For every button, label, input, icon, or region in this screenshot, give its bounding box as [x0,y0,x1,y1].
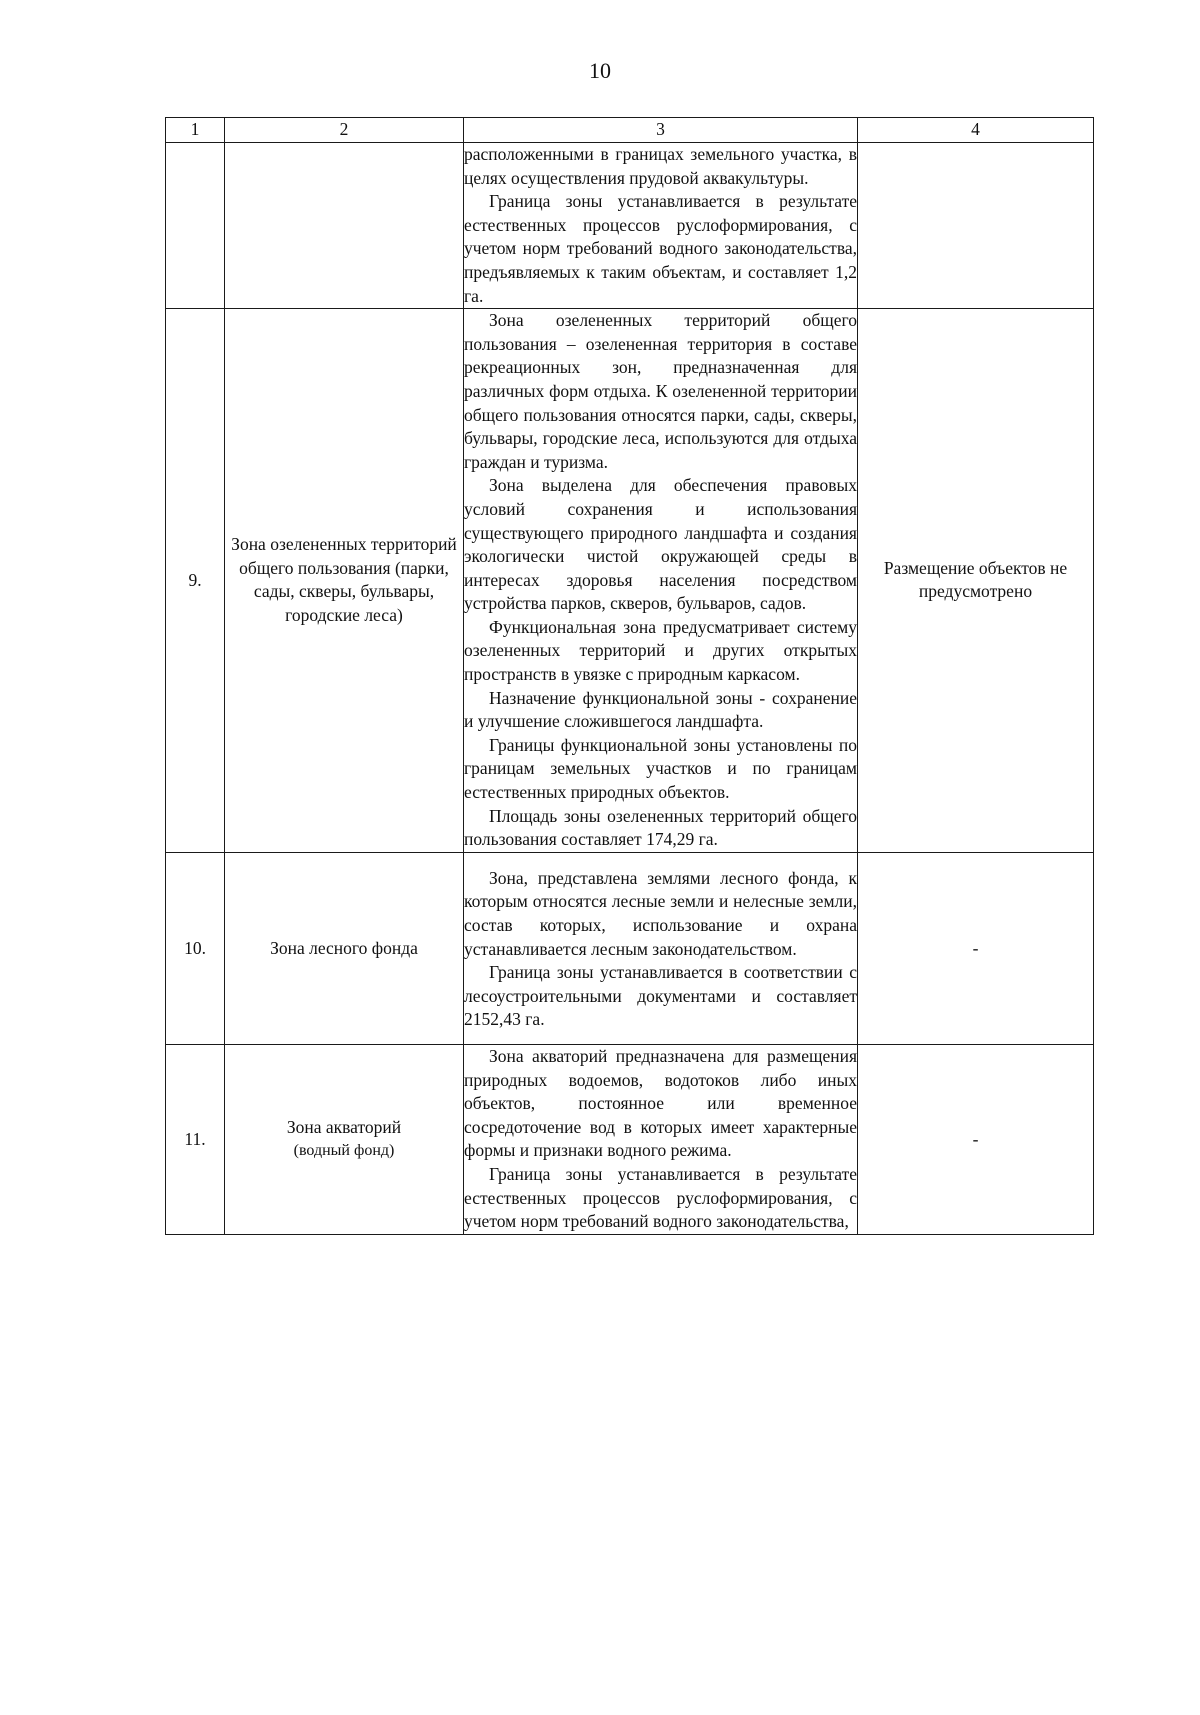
zones-table [165,117,1094,1235]
description-paragraph: Зона, представлена землями лесного фонда, к которым относятся лесные земли и нелесные земли, состав которых, использование и охрана устанавливается лесным законодательством. [464,867,857,959]
description-paragraph: Функциональная зона предусматривает систему озелененных территорий и других открытых пространств в увязке с природным каркасом. [464,616,857,685]
table-row [166,143,1094,309]
row-number [166,143,225,309]
description-paragraph: Зона акваторий предназначена для размещения природных водоемов, водотоков либо иных объектов, постоянное или временное сосредоточение вод в которых имеет характерные формы и признаки водного режима. [464,1045,857,1161]
table-row [166,852,1094,1044]
row-number: 9. [166,309,225,853]
zone-name: Зона лесного фонда [225,852,464,1044]
zone-objects [858,143,1094,309]
zone-name-cell [225,1044,464,1234]
table-row [166,309,1094,853]
description-paragraph: Границы функциональной зоны установлены по границам земельных участков и по границам естественных природных объектов. [464,734,857,803]
zone-description [464,1044,858,1234]
table-header-row [166,118,1094,143]
column-header-2: 2 [225,118,464,143]
description-paragraph: Зона озелененных территорий общего пользования – озелененная территория в составе рекреационных зон, предназначенная для различных форм отдыха. К озелененной территории общего пользования относятся парки, сады, скверы, бульвары, городские леса, используются для отдыха граждан и туризма. [464,310,857,472]
zone-description [464,852,858,1044]
row-number: 10. [166,852,225,1044]
description-paragraph: расположенными в границах земельного участка, в целях осуществления прудовой аквакультуры. [464,144,857,188]
zone-objects: - [858,1044,1094,1234]
description-paragraph: Граница зоны устанавливается в результате естественных процессов руслоформирования, с учетом норм требований водного законодательства, предъявляемых к таким объектам, и составляет 1,2 га. [464,191,857,306]
zone-description [464,309,858,853]
description-paragraph: Зона выделена для обеспечения правовых условий сохранения и использования существующего природного ландшафта и создания экологически чистой окружающей среды в интересах здоровья населения посредством устройства парков, скверов, бульваров, садов. [464,475,857,614]
zone-description [464,143,858,309]
zone-objects: Размещение объектов не предусмотрено [858,309,1094,853]
description-paragraph: Назначение функциональной зоны - сохранение и улучшение сложившегося ландшафта. [464,687,857,732]
zone-name-subtitle: (водный фонд) [293,1142,395,1160]
zone-name: Зона озелененных территорий общего пользования (парки, сады, скверы, бульвары, городские леса) [225,309,464,853]
description-paragraph: Граница зоны устанавливается в соответствии с лесоустроительными документами и составляет 2152,43 га. [464,962,857,1030]
column-header-4: 4 [858,118,1094,143]
zone-name: Зона акваторий [286,1116,402,1137]
table-row [166,1044,1094,1234]
column-header-1: 1 [166,118,225,143]
page-number: 10 [589,58,611,83]
column-header-3: 3 [464,118,858,143]
zone-objects: - [858,852,1094,1044]
description-paragraph: Граница зоны устанавливается в результате естественных процессов руслоформирования, с учетом норм требований водного законодательства, [464,1163,857,1232]
zone-name [225,143,464,309]
description-paragraph: Площадь зоны озелененных территорий общего пользования составляет 174,29 га. [464,805,857,850]
row-number: 11. [166,1044,225,1234]
